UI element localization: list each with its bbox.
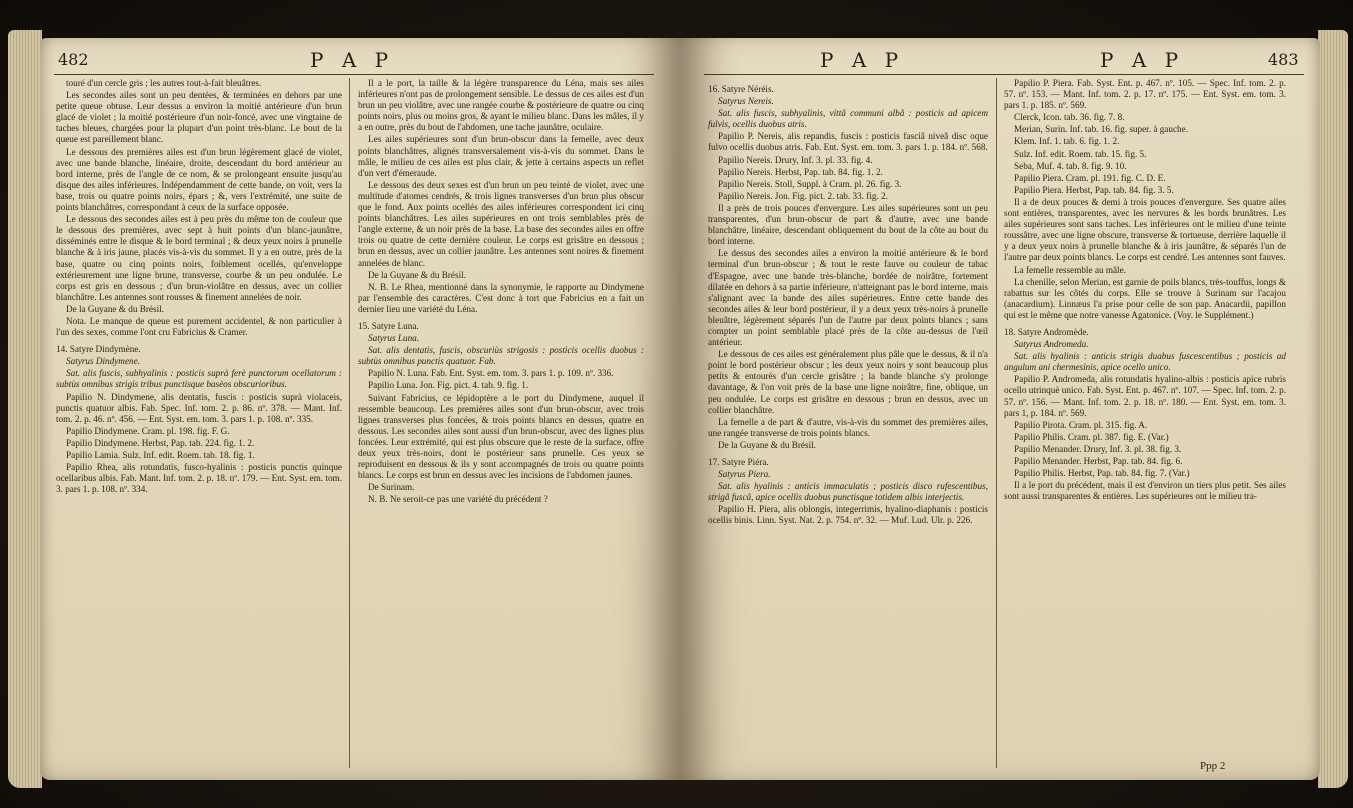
text-paragraph: N. B. Ne seroit-ce pas une variété du précédent ? [368,494,548,505]
text-paragraph: 16. Satyre Néréis. [708,84,774,94]
text-paragraph: Il a le port, la taille & la légère transparence du Léna, mais ses ailes inférieures n'ont pas de prolongement sensible. Le dessus de ces ailes est d'un brun un peu violâtre, avec une rangée courbe & postérieure de quatre ou cinq points noirs, plus ou moins gros, & ayant le milieu blanc. Dans les mâles, il y a en outre, près du bout de l'abdomen, une tache jaunâtre, oculaire. [358,78,644,133]
text-paragraph: 15. Satyre Luna. [358,320,419,331]
text-paragraph: Papilio Pirota. Cram. pl. 315. fig. A. [1014,419,1148,430]
left-page-number: 482 [58,50,89,69]
text-paragraph: Papilio Menander. Herbst, Pap. tab. 84. fig. 6. [1014,456,1183,466]
right-page-edges [1318,30,1348,788]
text-paragraph: Sat. alis hyalinis : anticis strigis duabus fuscescentibus ; posticis ad angulum ani chermesinis, apice ocello unico. [1004,351,1286,373]
text-paragraph: Papilio Nereis. Drury, Inf. 3. pl. 33. fig. 4. [718,154,873,165]
left-running-head: P A P [310,48,395,72]
text-paragraph: De la Guyane & du Brésil. [718,439,816,450]
text-paragraph: La chenille, selon Merian, est garnie de poils blancs, très-touffus, longs & rabattus sur les côtés du corps. Elle se trouve à Surinam sur l'acajou (anacardium). Linnæus l'a prise pour celle de son pap. Anacardii, papillon qui est le même que notre vanesse Agatonice. (Voy. le Supplément.) [1004,276,1286,320]
text-paragraph: Satyrus Piera. [718,469,771,480]
text-paragraph: touré d'un cercle gris ; les autres tout-à-fait bleuâtres. [66,78,262,88]
text-paragraph: De la Guyane & du Brésil. [368,269,466,280]
text-paragraph: Clerck, Icon. tab. 36. fig. 7. 8. [1014,112,1125,123]
text-paragraph: Il a le port du précédent, mais il est d'environ un tiers plus petit. Ses ailes sont aussi transparentes & entières. Les supérieures ont le milieu tra- [1004,480,1286,502]
text-paragraph: Le dessous de ces ailes est généralement plus pâle que le dessus, & il n'a point le bord postérieur obscur ; les deux yeux noirs y sont beaucoup plus petits & entourés d'un cercle grisâtre ; la bande blanche s'y prolonge davantage, & l'on voit près de la base une ligne noirâtre, fine, oblique, un peu ondulée. Le corps est grisâtre en dessous ; brun en dessus, avec un collier blanchâtre. [708,349,988,415]
text-paragraph: De Surinam. [368,482,415,493]
text-paragraph: Satyrus Nereis. [718,96,774,107]
text-paragraph: Sat. alis dentatis, fuscis, obscuriùs strigosis : posticis ocellis duobus : subtùs omnibus punctis quatuor. Fab. [358,345,644,367]
left-column-1 [56,78,342,496]
text-paragraph: Satyrus Luna. [368,333,420,344]
left-column-divider [349,78,350,768]
text-paragraph: Papilio Dindymene. Herbst, Pap. tab. 224. fig. 1. 2. [66,437,255,448]
right-column-2 [1004,78,1286,503]
text-paragraph: La femelle a de part & d'autre, vis-à-vis du sommet des premières ailes, une rangée transverse de trois points blancs. [708,416,988,438]
text-paragraph: Nota. Le manque de queue est purement accidentel, & non particulier à l'un des sexes, comme l'ont cru Fabricius & Cramer. [56,315,342,338]
text-paragraph: Papilio H. Piera, alis oblongis, integerrimis, hyalino-diaphanis : posticis ocellis binis. Linn. Syst. Nat. 2. p. 754. nº. 32. — Muf. Lud. Ulr. p. 226. [708,504,988,526]
text-paragraph: Le dessous des deux sexes est d'un brun un peu teinté de violet, avec une multitude d'atomes cendrés, & trois lignes transverses d'un brun plus obscur que le fond. Aux points ocellés des ailes inférieures correspondent ici cinq points blanchâtres. Les ailes supérieures en ont trois semblables près de l'angle externe, & un noir près de la base. La base des secondes ailes en offre trois ou quatre de cette dernière couleur. Le corps est grisâtre en dessous ; brun en dessus, avec un collier jaunâtre. Les antennes sont noires & finement annelées de blanc. [358,179,644,268]
text-paragraph: Le dessus des secondes ailes a environ la moitié antérieure & le bord terminal d'un brun-obscur ; & tout le reste fauve ou couleur de tabac d'Espagne, avec une bande très-blanche, bordée de noirâtre, fortement dilatée en dehors à sa partie inférieure, n'atteignant pas le bord interne, mais s'alignant avec la bande des ailes supérieures. Entre cette bande des secondes ailes & leur bord postérieur, il y a deux yeux très-noirs à prunelle bleuâtre, légèrement séparés l'un de l'autre par deux points blancs ; sans compter un point semblable placé près de la côte au-dessus de l'œil antérieur. [708,248,988,348]
text-paragraph: 17. Satyre Piéra. [708,457,769,467]
text-paragraph: Suivant Fabricius, ce lépidoptère a le port du Dindymene, auquel il ressemble beaucoup. Les premières ailes sont d'un brun-obscur, avec trois lignes transverses plus foncées, & trois points blancs en dessus, quatre en dessous. Les secondes ailes sont aussi d'un brun-obscur, avec des lignes plus foncées. Leur extrémité, qui est plus obscure que le reste de la surface, offre deux yeux très-noirs, dont le postérieur sans prunelle. Ces yeux se reproduisent en dessous & ils y sont accompagnés de trois ou quatre points blancs. Le corps est brun en dessus avec les incisions de l'abdomen jaunes. [358,392,644,481]
text-paragraph: Papilio Lamia. Sulz. Inf. edit. Roem. tab. 18. fig. 1. [66,450,255,460]
text-paragraph: Papilio P. Piera. Fab. Syst. Ent. p. 467. nº. 105. — Spec. Inf. tom. 2. p. 57. nº. 153. — Mant. Inf. tom. 2. p. 17. nº. 175. — Ent. Syst. em. tom. 3. pars 1. p. 185. nº. 569. [1004,78,1286,111]
text-paragraph: Klem. Inf. 1. tab. 6. fig. 1. 2. [1014,136,1120,147]
right-page-number: 483 [1268,50,1299,69]
text-paragraph: Papilio P. Nereis, alis repandis, fuscis : posticis fasciâ niveâ disc oque fulvo ocellis duobus atris. Fab. Ent. Syst. em. tom. 3. pars 1. p. 184. nº. 568. [708,131,988,153]
text-paragraph: Papilio Piera. Herbst, Pap. tab. 84. fig. 3. 5. [1014,184,1174,195]
text-paragraph: Papilio Piera. Cram. pl. 191. fig. C. D. E. [1014,172,1166,183]
text-paragraph: Papilio Luna. Jon. Fig. pict. 4. tab. 9. fig. 1. [368,380,529,391]
text-paragraph: Sat. alis fuscis, subhyalinis : posticis suprà ferè punctorum ocellatorum : subtùs omnibus strigis tribus punctisque basèos obscurioribus. [56,368,342,390]
text-paragraph: Les secondes ailes sont un peu dentées, & terminées en dehors par une petite queue obtuse. Leur dessus a environ la moitié antérieure d'un brun glacé de violet ; la moitié postérieure d'un noir-foncé, avec une vingtaine de taches bleues, chargées pour la plupart d'un point très-blanc. Le bout de la queue est pareillement blanc. [56,90,342,145]
text-paragraph: Papilio Menander. Drury, Inf. 3. pl. 38. fig. 3. [1014,443,1182,454]
text-paragraph: La femelle ressemble au mâle. [1014,264,1126,275]
left-column-2 [358,78,644,506]
right-column-divider [996,78,997,768]
text-paragraph: Papilio Dindymene. Cram. pl. 198. fig. F. G. [66,425,230,436]
text-paragraph: Satyrus Andromeda. [1014,339,1089,350]
text-paragraph: Il a près de trois pouces d'envergure. Les ailes supérieures sont un peu transparentes, d'un brun-obscur de part & d'autre, avec une bande blanchâtre, linéaire, descendant obliquement du bout de la côte au bout du bord interne. [708,202,988,247]
left-head-rule [54,74,654,75]
right-head-rule [704,74,1304,75]
text-paragraph: Papilio Nereis. Herbst, Pap. tab. 84. fig. 1. 2. [718,166,883,177]
right-running-head: P A P [1100,48,1185,72]
text-paragraph: N. B. Le Rhea, mentionné dans la synonymie, le rapporte au Dindymene par l'ensemble des caractères. C'est donc à tort que Fabricius en a fait un dernier lieu une variété du Léna. [358,281,644,314]
text-paragraph: Papilio Nereis. Jon. Fig. pict. 2. tab. 33. fig. 2. [718,190,888,201]
text-paragraph: Seba, Muf. 4. tab. 8. fig. 9. 10. [1014,160,1127,171]
text-paragraph: Sat. alis fuscis, subhyalinis, vittâ communi albâ : posticis ad apicem fulvis, ocellis duobus atris. [708,108,988,130]
text-paragraph: Satyrus Dindymene. [66,356,140,367]
text-paragraph: Papilio Nereis. Stoll, Suppl. à Cram. pl. 26. fig. 3. [718,178,902,189]
left-page [40,38,680,780]
left-page-edges [8,30,42,788]
text-paragraph: Merian, Surin. Inf. tab. 16. fig. super. à gauche. [1014,124,1189,135]
text-paragraph: Le dessous des premières ailes est d'un brun légèrement glacé de violet, avec une bande blanche, linéaire, droite, descendant du bord antérieur au bord interne, près de l'angle de ce nom, & se prolongeant ensuite jusqu'au disque des ailes inférieures. Indépendamment de cette bande, on voit, vers la base, trois ou quatre points noirs, épars ; &, vers l'extrémité, une suite de points blanchâtres, correspondant à ceux de la surface opposée. [56,146,342,213]
text-paragraph: 14. Satyre Dindymène. [56,344,141,355]
text-paragraph: Papilio Rhea, alis rotundatis, fusco-hyalinis : posticis punctis quinque ocellaribus albis. Fab. Mant. Inf. tom. 2. p. 18. nº. 179. — Ent. Syst. em. tom. 3. pars 1. p. 108. nº. 334. [56,462,342,495]
text-paragraph: Papilio N. Luna. Fab. Ent. Syst. em. tom. 3. pars 1. p. 109. nº. 336. [368,368,614,379]
right-running-head-gutter: P A P [820,48,905,72]
right-page [680,38,1320,780]
text-paragraph: Les ailes supérieures sont d'un brun-obscur dans la femelle, avec deux points blanchâtres, alignés transversalement vis-à-vis du sommet. Dans le mâle, le milieu de ces ailes est plus clair, & jette à certains aspects un reflet d'un vert d'émeraude. [358,134,644,178]
right-column-1 [708,78,988,528]
text-paragraph: Papilio Philis. Herbst, Pap. tab. 84. fig. 7. (Var.) [1014,468,1190,479]
text-paragraph: De la Guyane & du Brésil. [66,303,164,314]
text-paragraph: Papilio P. Andromeda, alis rotundatis hyalino-albis : posticis apice rubris ocello utrinquè unico. Fab. Syst. Ent. p. 467. nº. 107. — Spec. Inf. tom. 2. p. 57. nº. 156. — Mant. Inf. tom. 2. p. 18. nº. 180. — Ent. Syst. em. tom. 3. pars 1, p. 184. nº. 569. [1004,374,1286,418]
text-paragraph: Il a de deux pouces & demi à trois pouces d'envergure. Ses quatre ailes sont entières, transparentes, avec les nervures & les bords brunâtres. Les ailes supérieures sont sans taches. Les inférieures ont le milieu d'une teinte roussâtre, avec une ligne obscure, transverse & tortueuse, derrière laquelle il y a deux yeux noirs à prunelle blanche & à iris jaunâtre, & séparés l'un de l'autre par deux points blancs. Le corps est cendré. Les antennes sont fauves. [1004,196,1286,263]
text-paragraph: Sat. alis hyalinis : anticis immaculatis ; posticis disco rufescentibus, strigâ fuscâ, apice ocellis duobus punctisque totidem albis interjectis. [708,481,988,503]
text-paragraph: 18. Satyre Andromède. [1004,326,1089,337]
signature-mark: Ppp 2 [1200,760,1226,772]
text-paragraph: Papilio N. Dindymene, alis dentatis, fuscis : posticis suprà violaceis, punctis quatuor albis. Fab. Spec. Inf. tom. 2. p. 86. nº. 378. — Mant. Inf. tom. 2. p. 46. nº. 456. — Ent. Syst. em. tom. 3. pars 1. p. 108. nº. 335. [56,391,342,424]
text-paragraph: Papilio Philis. Cram. pl. 387. fig. E. (Var.) [1014,431,1169,442]
text-paragraph: Le dessous des secondes ailes est à peu près du même ton de couleur que le dessous des premières, avec sept à huit points d'un blanc-jaunâtre, disséminés entre le disque & le bord terminal ; & deux yeux noirs à prunelle blanche & à iris jaune, placés vis-à-vis du sommet. Il y a en outre, près de la base, quatre ou cinq points noirs, foiblement ocellés, qu'enveloppe extérieurement une ligne brune, transverse, courbe & un peu ondulée. Le corps est gris en dessous ; d'un brun-violâtre en dessus, avec un collier blanchâtre. Les antennes sont rousses & finement annelées de noir. [56,214,342,302]
text-paragraph: Sulz. Inf. edit. Roem. tab. 15. fig. 5. [1014,148,1147,159]
